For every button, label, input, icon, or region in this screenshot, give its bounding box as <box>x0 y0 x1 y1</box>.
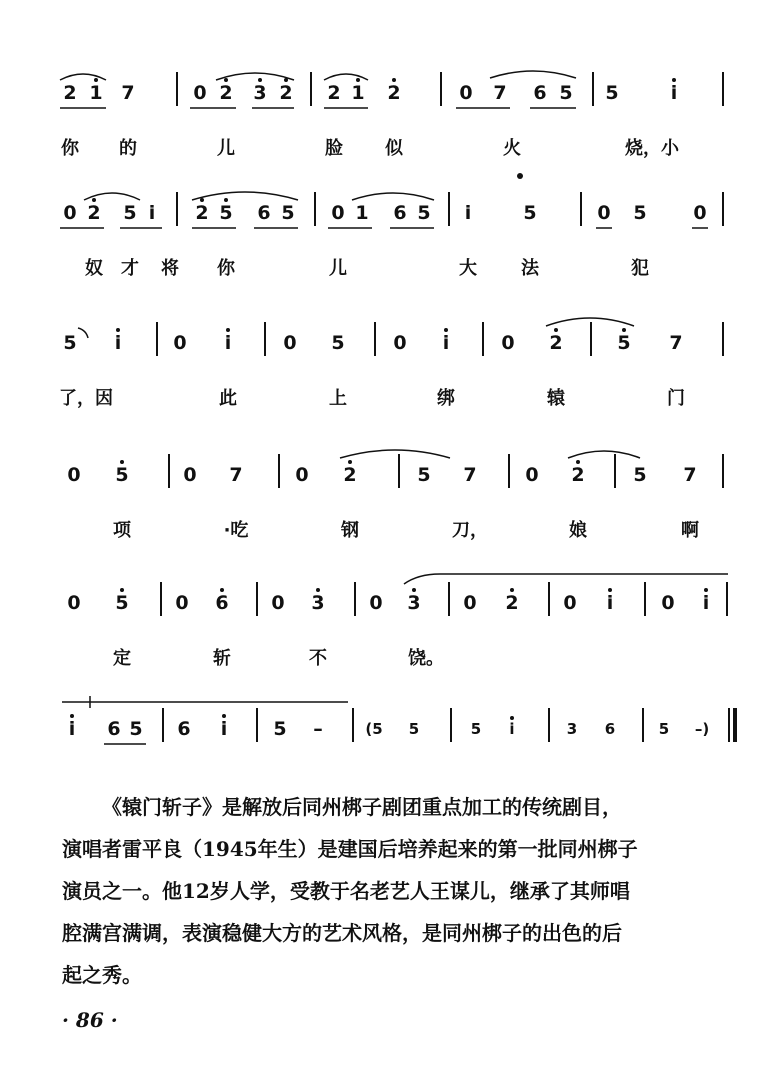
note: 0 <box>283 332 297 354</box>
note: 1 <box>351 82 365 104</box>
note: 0 <box>331 202 345 224</box>
note: 0 <box>501 332 515 354</box>
note: i <box>224 332 232 354</box>
note: 6 <box>393 202 407 224</box>
lyric: 犯 <box>631 258 649 279</box>
note: 0 <box>525 464 539 486</box>
note: 5 <box>633 202 647 224</box>
lyric: 的 <box>119 138 137 159</box>
paragraph-line: 起之秀。 <box>62 963 142 987</box>
note: 6 <box>177 718 191 740</box>
note: i <box>148 202 156 224</box>
note: 5 <box>331 332 345 354</box>
lyrics-row <box>0 254 782 280</box>
lyric: 才 <box>121 258 139 279</box>
lyric: 娘 <box>569 520 587 541</box>
lyric: 刀， <box>452 520 488 541</box>
note: 6 <box>533 82 547 104</box>
note: 6 <box>107 718 121 740</box>
lyrics-row <box>0 644 782 670</box>
lyric: 饶。 <box>408 648 444 669</box>
note: 2 <box>219 82 233 104</box>
note: 0 <box>597 202 611 224</box>
note: 0 <box>63 202 77 224</box>
lyric: 奴 <box>85 258 103 279</box>
note: 2 <box>327 82 341 104</box>
note: 0 <box>693 202 707 224</box>
lyric: 不 <box>309 648 327 669</box>
lyric: 儿 <box>217 138 235 159</box>
note: 3 <box>407 592 421 614</box>
note: 2 <box>505 592 519 614</box>
note: 1 <box>89 82 103 104</box>
note: i <box>670 82 678 104</box>
lyric: 门 <box>667 388 685 409</box>
paragraph-line: 腔满宫满调，表演稳健大方的艺术风格，是同州梆子的出色的后 <box>62 921 622 945</box>
note: 2 <box>571 464 585 486</box>
lyric: 绑 <box>437 388 455 409</box>
note: 0 <box>175 592 189 614</box>
lyric: 法 <box>521 258 539 279</box>
note: i <box>606 592 614 614</box>
note: 7 <box>683 464 697 486</box>
note: i <box>114 332 122 354</box>
note: 0 <box>393 332 407 354</box>
note: 5 <box>115 592 129 614</box>
note: 1 <box>355 202 369 224</box>
score-marks <box>0 72 782 132</box>
note: 2 <box>549 332 563 354</box>
note: 5 <box>129 718 143 740</box>
lyrics-row <box>0 134 782 160</box>
note: 5 <box>408 720 420 738</box>
note: 5 <box>417 202 431 224</box>
note: i <box>442 332 450 354</box>
lyric: 脸 <box>325 138 343 159</box>
note: (5 <box>365 720 383 738</box>
score-marks <box>0 454 782 514</box>
note: 5 <box>658 720 670 738</box>
score-marks <box>0 582 782 642</box>
note: i <box>702 592 710 614</box>
description-text <box>62 786 752 996</box>
note: 6 <box>257 202 271 224</box>
note: 0 <box>661 592 675 614</box>
note: –) <box>694 720 710 738</box>
note: 5 <box>219 202 233 224</box>
score-marks <box>0 322 782 382</box>
paragraph-line: 《辕门斩子》是解放后同州梆子剧团重点加工的传统剧目， <box>102 795 622 819</box>
note: i <box>509 720 515 738</box>
note: 0 <box>295 464 309 486</box>
lyrics-row <box>0 516 782 542</box>
lyric: 了，因 <box>59 388 113 409</box>
lyric: 斩 <box>213 648 231 669</box>
note: i <box>68 718 76 740</box>
note: 3 <box>566 720 578 738</box>
note: 3 <box>253 82 267 104</box>
score-marks <box>0 192 782 252</box>
note: 5 <box>470 720 482 738</box>
note: 2 <box>63 82 77 104</box>
note: 7 <box>669 332 683 354</box>
note: 6 <box>604 720 616 738</box>
note: 2 <box>343 464 357 486</box>
note: 5 <box>273 718 287 740</box>
note: 2 <box>387 82 401 104</box>
lyric: 啊 <box>681 520 699 541</box>
lyric: 将 <box>161 258 179 279</box>
note: 0 <box>193 82 207 104</box>
note: 0 <box>67 592 81 614</box>
note: 0 <box>173 332 187 354</box>
note: 2 <box>279 82 293 104</box>
note: 6 <box>215 592 229 614</box>
paragraph-line: 演员之一。他12岁人学，受教于名老艺人王谋儿，继承了其师唱 <box>62 879 630 903</box>
note: – <box>313 718 323 740</box>
score-marks <box>0 708 782 768</box>
lyric: 你 <box>61 138 79 159</box>
note: 0 <box>563 592 577 614</box>
note: 5 <box>417 464 431 486</box>
lyric: 儿 <box>329 258 347 279</box>
note: 5 <box>523 202 537 224</box>
lyric: ·吃 <box>223 520 249 541</box>
page-number: · 86 · <box>62 1008 118 1032</box>
note: 7 <box>229 464 243 486</box>
note: 5 <box>633 464 647 486</box>
note: 2 <box>195 202 209 224</box>
lyric: 此 <box>219 388 237 409</box>
note: 0 <box>463 592 477 614</box>
note: 5 <box>617 332 631 354</box>
note: i <box>220 718 228 740</box>
paragraph-line: 演唱者雷平良（1945年生）是建国后培养起来的第一批同州梆子 <box>62 837 638 861</box>
note: 0 <box>183 464 197 486</box>
lyric: 上 <box>329 388 347 409</box>
note: 7 <box>121 82 135 104</box>
note: i <box>464 202 472 224</box>
lyric: 辕 <box>547 388 565 409</box>
lyric: 火 <box>503 138 521 159</box>
lyric: 钢 <box>341 520 359 541</box>
lyric: 烧，小 <box>625 138 679 159</box>
note: 7 <box>493 82 507 104</box>
note: 3 <box>311 592 325 614</box>
note: 5 <box>63 332 77 354</box>
note: 0 <box>369 592 383 614</box>
note: 0 <box>459 82 473 104</box>
note: 0 <box>67 464 81 486</box>
note: 5 <box>115 464 129 486</box>
note: 5 <box>559 82 573 104</box>
note: 0 <box>271 592 285 614</box>
note: 5 <box>123 202 137 224</box>
lyric: 似 <box>385 138 403 159</box>
note: 5 <box>605 82 619 104</box>
lyric: 项 <box>113 520 131 541</box>
lyric: 定 <box>113 648 131 669</box>
lyrics-row <box>0 384 782 410</box>
note: 5 <box>281 202 295 224</box>
lyric: 大 <box>459 258 477 279</box>
note: 7 <box>463 464 477 486</box>
note: 2 <box>87 202 101 224</box>
lyric: 你 <box>217 258 235 279</box>
